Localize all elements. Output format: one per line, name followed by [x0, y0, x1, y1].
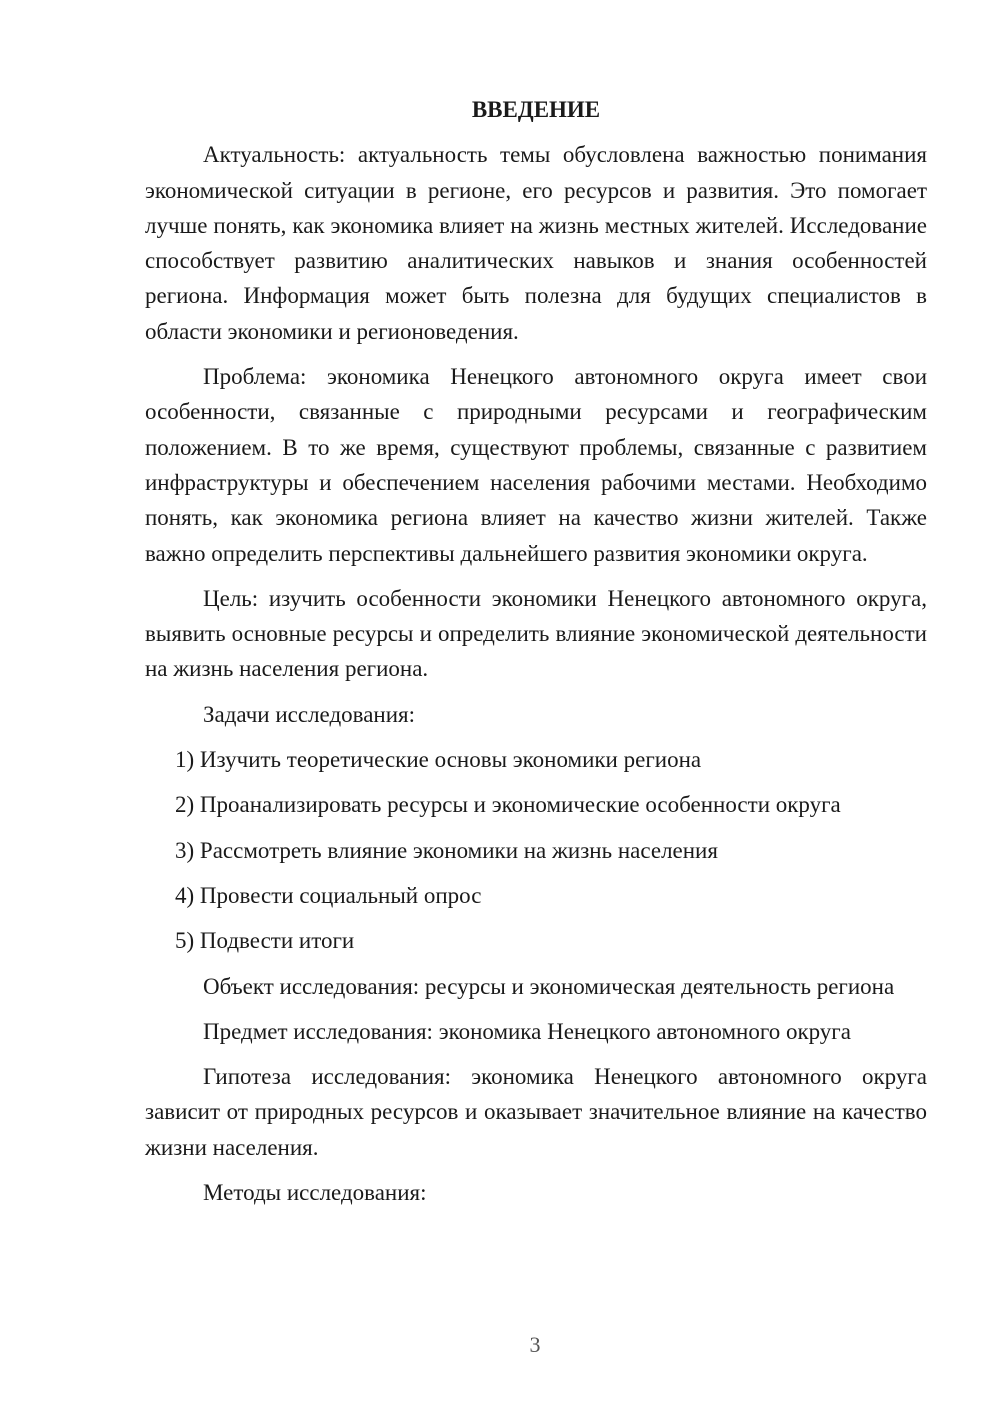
page-number: 3	[529, 1332, 541, 1357]
task-item: 2) Проанализировать ресурсы и экономические особенности округа	[175, 792, 841, 818]
relevance-paragraph: Актуальность: актуальность темы обусловлена важностью понимания экономической ситуации в регионе, его ресурсов и развития. Это помогает лучше понять, как экономика влияет на жизнь местных жителей. Исследование способствует развитию аналитических навыков и знания особенностей региона. Информация может быть полезна для будущих специалистов в области экономики и регионоведения.	[145, 142, 927, 344]
task-item: 4) Провести социальный опрос	[175, 882, 482, 908]
object-paragraph: Объект исследования: ресурсы и экономическая деятельность региона	[203, 973, 895, 999]
page-content	[145, 92, 927, 1220]
tasks-list	[145, 742, 927, 958]
hypothesis-paragraph: Гипотеза исследования: экономика Ненецкого автономного округа зависит от природных ресурсов и оказывает значительное влияние на качество жизни населения.	[145, 1064, 927, 1160]
task-item: 3) Рассмотреть влияние экономики на жизнь населения	[175, 837, 718, 863]
methods-heading: Методы исследования:	[203, 1180, 427, 1206]
task-item: 1) Изучить теоретические основы экономики региона	[175, 747, 702, 773]
tasks-heading: Задачи исследования:	[203, 701, 416, 727]
task-item: 5) Подвести итоги	[175, 928, 355, 954]
goal-paragraph: Цель: изучить особенности экономики Ненецкого автономного округа, выявить основные ресурсы и определить влияние экономической деятельности на жизнь населения региона.	[145, 585, 927, 682]
subject-paragraph: Предмет исследования: экономика Ненецкого автономного округа	[203, 1018, 851, 1044]
section-title: ВВЕДЕНИЕ	[471, 97, 601, 122]
problem-paragraph: Проблема: экономика Ненецкого автономного округа имеет свои особенности, связанные с природными ресурсами и географическим положением. В то же время, существуют проблемы, связанные с развитием инфраструктуры и обеспечением населения рабочими местами. Необходимо понять, как экономика региона влияет на качество жизни жителей. Также важно определить перспективы дальнейшего развития экономики округа.	[145, 364, 927, 566]
